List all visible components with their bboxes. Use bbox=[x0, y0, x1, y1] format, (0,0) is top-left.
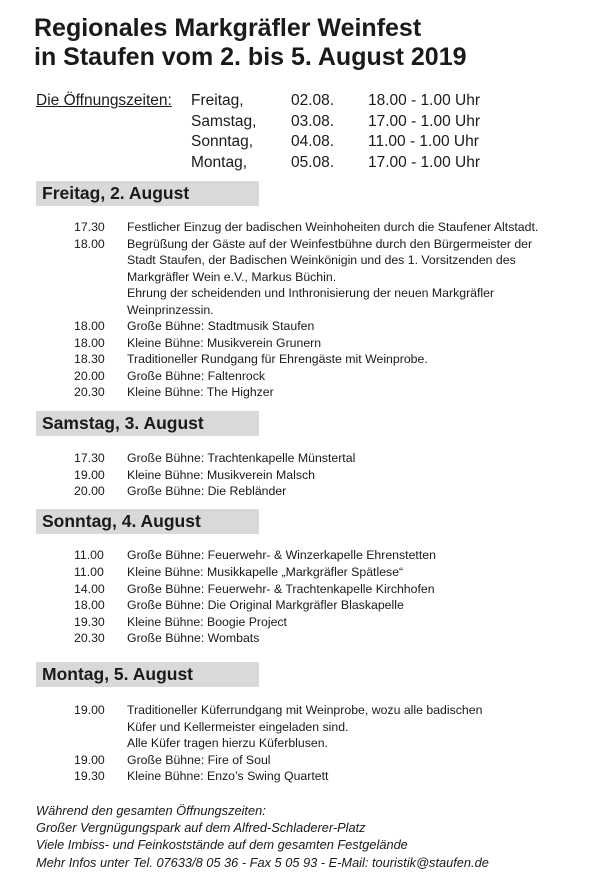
day-heading-saturday: Samstag, 3. August bbox=[36, 411, 259, 436]
hours-date: 02.08. bbox=[291, 92, 335, 109]
footer-info bbox=[36, 802, 489, 871]
event-time: 20.00 bbox=[74, 484, 105, 498]
event-time: 20.30 bbox=[74, 631, 105, 645]
event-time: 20.00 bbox=[74, 368, 105, 383]
hours-day: Sonntag, bbox=[191, 133, 254, 150]
event-text: Große Bühne: Wombats bbox=[127, 631, 260, 645]
title-line-2: in Staufen vom 2. bis 5. August 2019 bbox=[34, 43, 467, 71]
hours-date: 05.08. bbox=[291, 153, 335, 171]
event-text: Große Bühne: Die Original Markgräfler Blaskapelle bbox=[127, 598, 404, 612]
event-text: Weinprinzessin. bbox=[127, 302, 214, 317]
event-time: 14.00 bbox=[74, 581, 105, 596]
event-time: 11.00 bbox=[74, 565, 104, 579]
event-text: Große Bühne: Fire of Soul bbox=[127, 752, 271, 767]
footer-contact: Mehr Infos unter Tel. 07633/8 05 36 - Fax 5 05 93 - E-Mail: touristik@staufen.de bbox=[36, 854, 489, 870]
event-text: Begrüßung der Gäste auf der Weinfestbühne durch den Bürgermeister der bbox=[127, 236, 533, 251]
event-text: Kleine Bühne: Musikkapelle „Markgräfler Spätlese“ bbox=[127, 565, 404, 579]
event-time: 18.00 bbox=[74, 598, 105, 612]
footer-line: Viele Imbiss- und Feinkoststände auf dem gesamten Festgelände bbox=[36, 837, 408, 853]
hours-time: 17.00 - 1.00 Uhr bbox=[368, 153, 481, 171]
event-time: 17.30 bbox=[74, 451, 105, 465]
event-text: Küfer und Kellermeister eingeladen sind. bbox=[127, 719, 349, 734]
event-time: 18.00 bbox=[74, 319, 105, 333]
event-text: Große Bühne: Trachtenkapelle Münstertal bbox=[127, 451, 356, 465]
day-heading-friday: Freitag, 2. August bbox=[36, 181, 259, 206]
footer-line: Großer Vergnügungspark auf dem Alfred-Schladerer-Platz bbox=[36, 820, 366, 836]
hours-date: 04.08. bbox=[291, 133, 335, 150]
day-heading-sunday: Sonntag, 4. August bbox=[36, 509, 259, 534]
hours-time: 11.00 - 1.00 Uhr bbox=[368, 133, 479, 150]
event-time: 19.00 bbox=[74, 703, 105, 717]
event-time: 19.00 bbox=[74, 752, 105, 767]
event-time: 18.30 bbox=[74, 352, 105, 366]
hours-day: Samstag, bbox=[191, 112, 257, 130]
event-text: Kleine Bühne: Boogie Project bbox=[127, 614, 287, 629]
opening-hours-label: Die Öffnungszeiten: bbox=[36, 92, 172, 109]
event-text: Markgräfler Wein e.V., Markus Büchin. bbox=[127, 269, 337, 284]
event-text: Große Bühne: Faltenrock bbox=[127, 368, 266, 383]
event-text: Große Bühne: Feuerwehr- & Winzerkapelle Ehrenstetten bbox=[127, 548, 436, 562]
event-text: Ehrung der scheidenden und Inthronisierung der neuen Markgräfler bbox=[127, 286, 495, 300]
event-time: 20.30 bbox=[74, 385, 105, 399]
event-time: 19.00 bbox=[74, 467, 105, 482]
event-time: 17.30 bbox=[74, 220, 105, 234]
event-time: 18.00 bbox=[74, 236, 105, 251]
event-text: Festlicher Einzug der badischen Weinhoheiten durch die Staufener Altstadt. bbox=[127, 220, 539, 234]
event-time: 19.30 bbox=[74, 769, 105, 783]
day-heading-monday: Montag, 5. August bbox=[36, 662, 259, 687]
event-text: Stadt Staufen, der Badischen Weinkönigin und des 1. Vorsitzenden des bbox=[127, 253, 516, 267]
hours-day: Freitag, bbox=[191, 92, 244, 109]
hours-time: 18.00 - 1.00 Uhr bbox=[368, 92, 481, 109]
event-time: 18.00 bbox=[74, 335, 105, 350]
event-text: Kleine Bühne: The Highzer bbox=[127, 385, 274, 399]
event-time: 19.30 bbox=[74, 614, 105, 629]
event-text: Große Bühne: Die Rebländer bbox=[127, 484, 287, 498]
event-text: Kleine Bühne: Musikverein Grunern bbox=[127, 335, 322, 350]
page-title bbox=[34, 14, 467, 72]
title-line-1: Regionales Markgräfler Weinfest bbox=[34, 14, 422, 42]
footer-line: Während den gesamten Öffnungszeiten: bbox=[36, 803, 266, 818]
hours-date: 03.08. bbox=[291, 112, 335, 130]
hours-time: 17.00 - 1.00 Uhr bbox=[368, 112, 481, 130]
event-text: Traditioneller Rundgang für Ehrengäste mit Weinprobe. bbox=[127, 352, 428, 366]
event-text: Kleine Bühne: Enzo’s Swing Quartett bbox=[127, 769, 329, 783]
event-text: Traditioneller Küferrundgang mit Weinprobe, wozu alle badischen bbox=[127, 703, 483, 717]
event-text: Alle Küfer tragen hierzu Küferblusen. bbox=[127, 736, 328, 750]
hours-day: Montag, bbox=[191, 153, 248, 171]
event-text: Große Bühne: Feuerwehr- & Trachtenkapelle Kirchhofen bbox=[127, 581, 435, 596]
event-text: Kleine Bühne: Musikverein Malsch bbox=[127, 467, 315, 482]
event-text: Große Bühne: Stadtmusik Staufen bbox=[127, 319, 315, 333]
event-time: 11.00 bbox=[74, 548, 104, 562]
